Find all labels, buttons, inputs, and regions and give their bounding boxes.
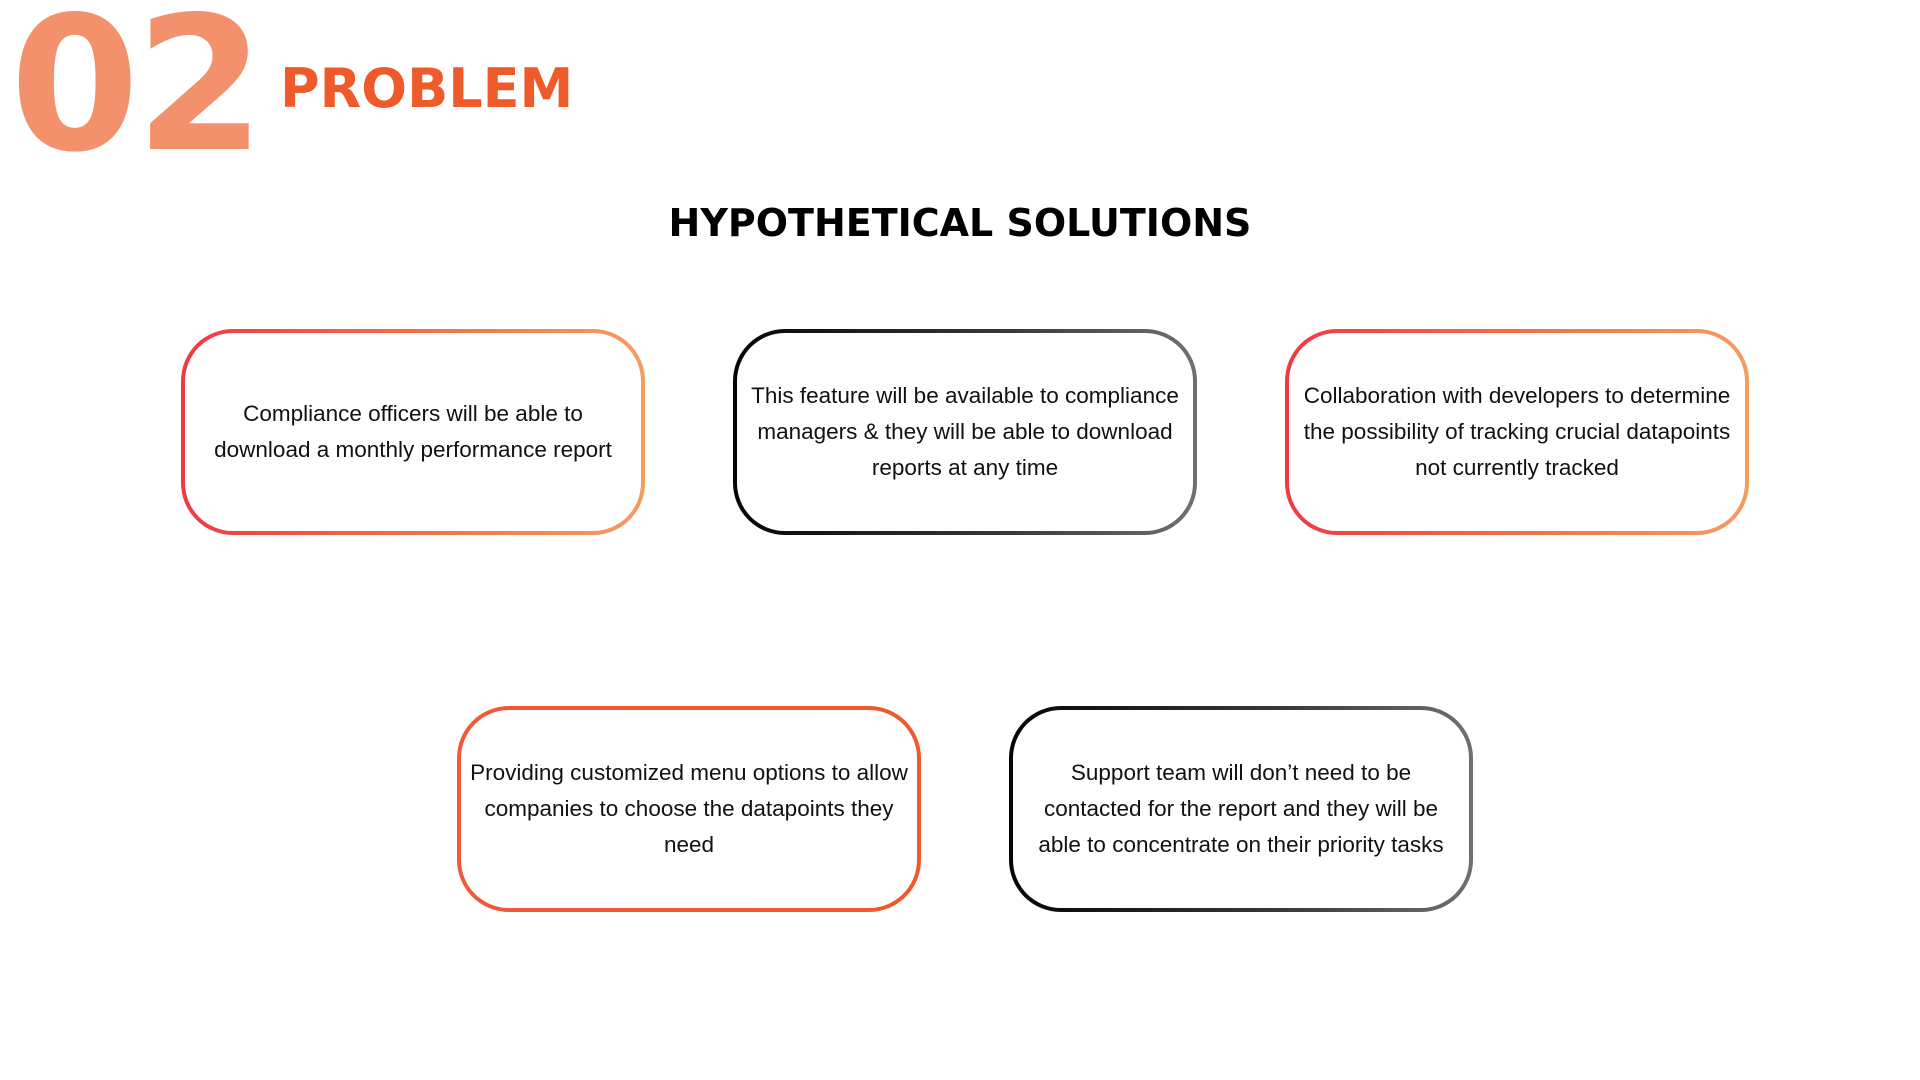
solution-card-1: [181, 329, 645, 535]
solution-card-2: [733, 329, 1197, 535]
solution-card-text: Compliance officers will be able to download a monthly performance report: [214, 401, 612, 462]
solution-card-3: [1285, 329, 1749, 535]
solution-card-text: Providing customized menu options to allow companies to choose the datapoints they need: [470, 760, 908, 857]
solution-card-text: Collaboration with developers to determine the possibility of tracking crucial datapoints not currently tracked: [1303, 383, 1731, 480]
section-number: 02: [10, 0, 261, 193]
solution-card-text: This feature will be available to compliance managers & they will be able to download reports at any time: [751, 383, 1179, 480]
solution-card-text: Support team will don’t need to be contacted for the report and they will be able to concentrate on their priority tasks: [1038, 760, 1444, 857]
solution-card-5: [1009, 706, 1473, 912]
solution-card-4: [457, 706, 921, 912]
slide-subtitle: HYPOTHETICAL SOLUTIONS: [668, 201, 1252, 245]
section-title: PROBLEM: [280, 57, 574, 120]
